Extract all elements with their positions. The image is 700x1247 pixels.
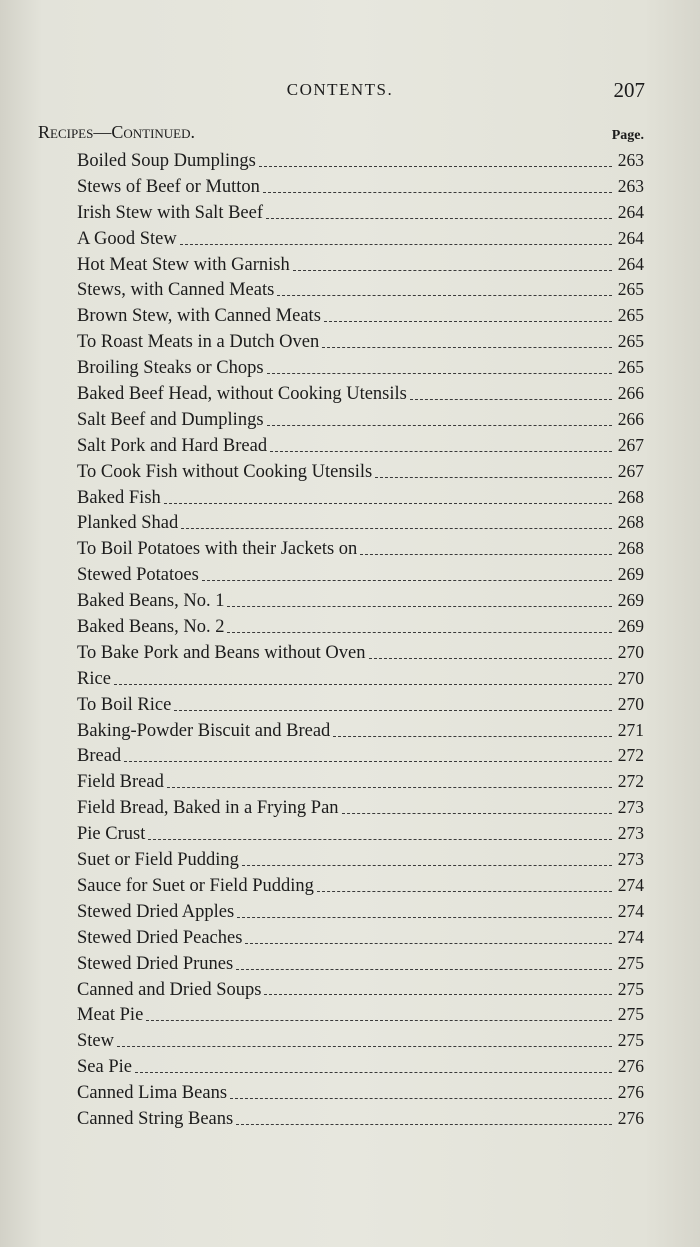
- dot-leader: [114, 683, 612, 685]
- entry-page-number: 265: [617, 331, 644, 352]
- entry-title: Salt Beef and Dumplings: [77, 409, 264, 430]
- dot-leader: [135, 1071, 612, 1073]
- dot-leader: [270, 450, 612, 452]
- dot-leader: [181, 527, 612, 529]
- entry-title: Pie Crust: [77, 824, 146, 845]
- entry-page-number: 264: [617, 201, 644, 222]
- dot-leader: [369, 657, 612, 659]
- page-column-label: Page.: [611, 128, 644, 143]
- entry-page-number: 267: [617, 434, 644, 455]
- entry-page-number: 275: [617, 1004, 644, 1025]
- section-title: Recipes—Continued.: [38, 122, 196, 142]
- dot-leader: [360, 553, 611, 555]
- entry-title: Sauce for Suet or Field Pudding: [77, 875, 314, 896]
- contents-entry: [77, 795, 644, 821]
- entry-page-number: 269: [617, 616, 644, 637]
- contents-entry: [77, 925, 644, 951]
- dot-leader: [322, 346, 612, 348]
- contents-entry: [77, 977, 644, 1003]
- contents-entry: [77, 821, 644, 847]
- entry-page-number: 270: [617, 667, 644, 688]
- entry-page-number: 276: [617, 1082, 644, 1103]
- dot-leader: [277, 294, 611, 296]
- dot-leader: [237, 916, 612, 918]
- contents-entry: [77, 666, 644, 692]
- contents-entry: [77, 485, 644, 511]
- contents-entry: [77, 588, 644, 614]
- dot-leader: [236, 968, 612, 970]
- entry-page-number: 274: [617, 874, 644, 895]
- contents-entry: [77, 381, 644, 407]
- contents-entry: [77, 174, 644, 200]
- entry-title: Baked Beans, No. 2: [77, 617, 225, 638]
- dot-leader: [324, 320, 612, 322]
- entry-title: Sea Pie: [77, 1057, 132, 1078]
- dot-leader: [236, 1123, 612, 1125]
- entry-page-number: 268: [617, 512, 644, 533]
- contents-entry: [77, 1080, 644, 1106]
- dot-leader: [202, 579, 612, 581]
- entry-page-number: 275: [617, 1030, 644, 1051]
- entry-title: To Boil Potatoes with their Jackets on: [77, 539, 358, 560]
- entry-page-number: 276: [617, 1056, 644, 1077]
- contents-entry: [77, 459, 644, 485]
- entry-title: To Cook Fish without Cooking Utensils: [77, 461, 373, 482]
- entry-title: Salt Pork and Hard Bread: [77, 435, 268, 456]
- entry-page-number: 273: [617, 823, 644, 844]
- entry-title: Stewed Dried Peaches: [77, 927, 243, 948]
- entry-page-number: 266: [617, 408, 644, 429]
- dot-leader: [146, 1019, 611, 1021]
- entry-title: To Roast Meats in a Dutch Oven: [77, 332, 320, 353]
- entry-title: Boiled Soup Dumplings: [77, 151, 256, 171]
- entry-title: To Boil Rice: [77, 694, 172, 715]
- entry-title: Baked Fish: [77, 487, 161, 508]
- dot-leader: [167, 786, 612, 788]
- entry-title: Irish Stew with Salt Beef: [77, 202, 264, 223]
- entry-title: Stewed Dried Prunes: [77, 953, 234, 974]
- entry-title: Broiling Steaks or Chops: [77, 358, 264, 379]
- dot-leader: [267, 372, 612, 374]
- entry-title: Canned Lima Beans: [77, 1083, 228, 1104]
- dot-leader: [164, 502, 612, 504]
- entry-page-number: 264: [617, 253, 644, 274]
- dot-leader: [174, 709, 611, 711]
- entry-page-number: 271: [617, 719, 644, 740]
- entry-page-number: 273: [617, 849, 644, 870]
- dot-leader: [148, 838, 611, 840]
- entry-title: Baking-Powder Biscuit and Bread: [77, 720, 331, 741]
- contents-entry: [77, 1002, 644, 1028]
- running-header: [0, 78, 700, 104]
- entry-page-number: 263: [617, 175, 644, 196]
- dot-leader: [180, 243, 612, 245]
- entry-title: Stews, with Canned Meats: [77, 280, 275, 301]
- contents-entry: [77, 148, 644, 174]
- dot-leader: [267, 424, 612, 426]
- contents-entry: [77, 692, 644, 718]
- dot-leader: [375, 476, 611, 478]
- contents-entry: [77, 769, 644, 795]
- dot-leader: [117, 1045, 612, 1047]
- entry-title: A Good Stew: [77, 228, 177, 249]
- entry-page-number: 275: [617, 978, 644, 999]
- entry-title: Stews of Beef or Mutton: [77, 176, 260, 197]
- entry-title: To Bake Pork and Beans without Oven: [77, 642, 366, 663]
- entry-page-number: 274: [617, 926, 644, 947]
- page-title: CONTENTS.: [286, 80, 394, 99]
- entry-title: Planked Shad: [77, 513, 179, 534]
- entry-title: Meat Pie: [77, 1005, 144, 1026]
- entry-page-number: 268: [617, 486, 644, 507]
- entry-page-number: 267: [617, 460, 644, 481]
- entry-title: Canned and Dried Soups: [77, 979, 262, 1000]
- contents-entry: [77, 1106, 644, 1132]
- entry-title: Rice: [77, 668, 111, 689]
- dot-leader: [227, 631, 611, 633]
- contents-list: [77, 148, 644, 1132]
- entry-page-number: 269: [617, 564, 644, 585]
- dot-leader: [410, 398, 612, 400]
- entry-title: Stewed Dried Apples: [77, 901, 235, 922]
- contents-entry: [77, 252, 644, 278]
- contents-entry: [77, 510, 644, 536]
- entry-title: Bread: [77, 746, 122, 767]
- entry-page-number: 264: [617, 227, 644, 248]
- dot-leader: [333, 735, 611, 737]
- entry-page-number: 265: [617, 357, 644, 378]
- entry-page-number: 273: [617, 797, 644, 818]
- entry-page-number: 272: [617, 745, 644, 766]
- contents-entry: [77, 303, 644, 329]
- entry-title: Field Bread: [77, 772, 164, 793]
- contents-entry: [77, 562, 644, 588]
- dot-leader: [264, 993, 611, 995]
- entry-page-number: 270: [617, 641, 644, 662]
- contents-entry: [77, 951, 644, 977]
- dot-leader: [263, 191, 612, 193]
- contents-entry: [77, 743, 644, 769]
- entry-page-number: 269: [617, 590, 644, 611]
- contents-entry: [77, 200, 644, 226]
- entry-page-number: 274: [617, 900, 644, 921]
- contents-entry: [77, 433, 644, 459]
- contents-entry: [77, 873, 644, 899]
- dot-leader: [242, 864, 612, 866]
- dot-leader: [266, 217, 612, 219]
- dot-leader: [227, 605, 611, 607]
- entry-page-number: 263: [617, 150, 644, 170]
- dot-leader: [317, 890, 612, 892]
- contents-entry: [77, 1028, 644, 1054]
- page-number: 207: [613, 78, 645, 102]
- contents-entry: [77, 899, 644, 925]
- entry-title: Stew: [77, 1031, 114, 1052]
- dot-leader: [259, 165, 612, 167]
- dot-leader: [124, 760, 612, 762]
- dot-leader: [293, 269, 612, 271]
- dot-leader: [230, 1097, 612, 1099]
- entry-page-number: 265: [617, 305, 644, 326]
- contents-entry: [77, 329, 644, 355]
- entry-page-number: 268: [617, 538, 644, 559]
- contents-entry: [77, 355, 644, 381]
- contents-entry: [77, 277, 644, 303]
- contents-entry: [77, 847, 644, 873]
- section-heading: [38, 122, 646, 146]
- entry-page-number: 272: [617, 771, 644, 792]
- contents-entry: [77, 536, 644, 562]
- dot-leader: [342, 812, 612, 814]
- entry-title: Canned String Beans: [77, 1108, 234, 1129]
- contents-entry: [77, 226, 644, 252]
- contents-entry: [77, 614, 644, 640]
- contents-entry: [77, 1054, 644, 1080]
- entry-page-number: 275: [617, 952, 644, 973]
- entry-page-number: 266: [617, 383, 644, 404]
- entry-title: Hot Meat Stew with Garnish: [77, 254, 290, 275]
- entry-page-number: 276: [617, 1107, 644, 1128]
- entry-title: Suet or Field Pudding: [77, 850, 239, 871]
- contents-entry: [77, 718, 644, 744]
- dot-leader: [245, 942, 611, 944]
- contents-entry: [77, 407, 644, 433]
- entry-title: Brown Stew, with Canned Meats: [77, 306, 321, 327]
- entry-page-number: 270: [617, 693, 644, 714]
- entry-page-number: 265: [617, 279, 644, 300]
- contents-entry: [77, 640, 644, 666]
- entry-title: Field Bread, Baked in a Frying Pan: [77, 798, 339, 819]
- entry-title: Baked Beef Head, without Cooking Utensils: [77, 384, 407, 405]
- entry-title: Baked Beans, No. 1: [77, 591, 225, 612]
- entry-title: Stewed Potatoes: [77, 565, 199, 586]
